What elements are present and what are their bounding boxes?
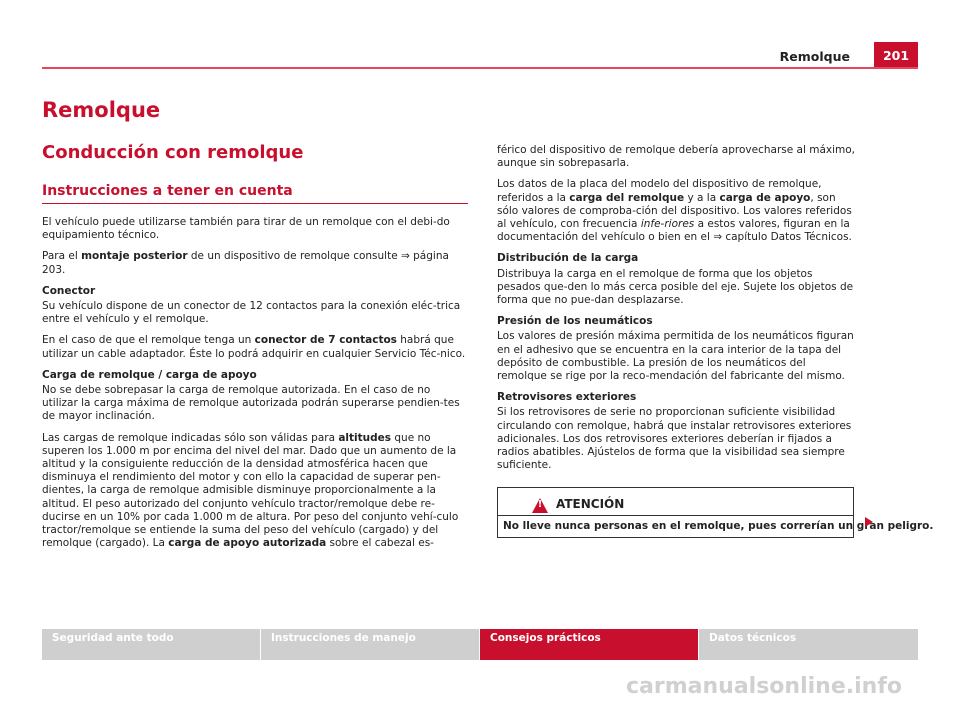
footer-nav bbox=[42, 629, 918, 660]
warning-exclamation-glyph: ! bbox=[537, 499, 543, 510]
warning-header bbox=[498, 488, 853, 516]
pressure-block: Presión de los neumáticos Los valores de presión máxima permitida de los neumáticos figuran en el adhesivo que se encuentra en la cara interior de la tapa del depósito de combustible. La presión de los neumáticos del remolque se rige por la reco-mendación del fabricante del mismo. bbox=[497, 315, 857, 383]
page-number: 201 bbox=[874, 42, 918, 68]
chapter-link[interactable]: a estos valores, figuran en la documentación del vehículo o bien en el ⇒ capítulo Datos Técnicos. bbox=[497, 218, 852, 244]
adapter-paragraph: En el caso de que el remolque tenga un conector de 7 contactos habrá que utilizar un cable adaptador. Éste lo podrá adquirir en cualquier Servicio Téc-nico. bbox=[42, 334, 466, 360]
warning-title: ATENCIÓN bbox=[556, 497, 625, 511]
warning-box bbox=[497, 487, 934, 538]
mount-paragraph: Para el montaje posterior de un dispositivo de remolque consulte ⇒ página 203. bbox=[42, 250, 449, 276]
section-title: Conducción con remolque bbox=[42, 142, 304, 163]
watermark: carmanualsonline.info bbox=[626, 674, 902, 699]
left-column bbox=[42, 216, 468, 558]
carga-block: Carga de remolque / carga de apoyo No se debe sobrepasar la carga de remolque autorizada. En el caso de no utilizar la carga máxima de remolque autorizada podrán superarse pendien-tes de mayor inclinación. bbox=[42, 369, 468, 424]
header-divider bbox=[42, 67, 918, 69]
subsection-divider bbox=[42, 203, 468, 204]
tab-datos[interactable]: Datos técnicos bbox=[699, 629, 918, 660]
plate-data-paragraph: Los datos de la placa del modelo del dispositivo de remolque, referidos a la carga del remolque y a la carga de apoyo, son sólo valores de comproba-ción del dispositivo. Los valores referidos al vehículo, con frecuencia infe-riores a estos valores, figuran en la documentación del vehículo o bien en el ⇒ capítulo Datos Técnicos. bbox=[497, 178, 852, 244]
distribution-heading: Distribución de la carga bbox=[497, 252, 639, 265]
tab-seguridad[interactable]: Seguridad ante todo bbox=[42, 629, 261, 660]
altitude-paragraph: Las cargas de remolque indicadas sólo son válidas para altitudes que no superen los 1.000 m por encima del nivel del mar. Dado que un aumento de la altitud y la consiguiente reducción de la densidad atmosférica hacen que disminuya el rendimiento del motor y con ello la capacidad de superar pen-dientes, la carga de remolque admisible disminuye proporcionalmente a la altitud. El peso autorizado del conjunto vehículo tractor/remolque debe re-ducirse en un 10% por cada 1.000 m de altura. Por peso del conjunto vehí-culo tractor/remolque se entiende la suma del peso del vehículo (cargado) y del remolque (cargado). La carga de apoyo autorizada sobre el cabezal es- bbox=[42, 431, 459, 550]
conector-heading: Conector bbox=[42, 284, 96, 297]
subsection-title: Instrucciones a tener en cuenta bbox=[42, 183, 293, 199]
warning-text: No lleve nunca personas en el remolque, pues correrían un gran peligro. bbox=[503, 520, 934, 532]
right-column bbox=[497, 144, 857, 480]
distribution-block: Distribución de la carga Distribuya la carga en el remolque de forma que los objetos pesados que-den lo más cerca posible del eje. Sujete los objetos de forma que no pue-dan desplazarse. bbox=[497, 252, 857, 307]
mirrors-heading: Retrovisores exteriores bbox=[497, 391, 637, 404]
intro-paragraph: El vehículo puede utilizarse también para tirar de un remolque con el debi-do equipamiento técnico. bbox=[42, 216, 450, 242]
carga-heading: Carga de remolque / carga de apoyo bbox=[42, 368, 257, 381]
tab-consejos[interactable]: Consejos prácticos bbox=[480, 629, 699, 660]
continue-arrow-icon bbox=[865, 517, 873, 527]
chapter-title: Remolque bbox=[42, 98, 161, 122]
tab-instrucciones[interactable]: Instrucciones de manejo bbox=[261, 629, 480, 660]
conector-block: Conector Su vehículo dispone de un conector de 12 contactos para la conexión eléc-trica entre el vehículo y el remolque. bbox=[42, 285, 468, 327]
header-section-title: Remolque bbox=[779, 49, 850, 64]
continuation-paragraph: férico del dispositivo de remolque debería aprovecharse al máximo, aunque sin sobrepasarla. bbox=[497, 144, 855, 170]
pressure-heading: Presión de los neumáticos bbox=[497, 315, 653, 328]
mirrors-block: Retrovisores exteriores Si los retrovisores de serie no proporcionan suficiente visibilidad circulando con remolque, habrá que instalar retrovisores exteriores adicionales. Los dos retrovisores exteriores deberían ir fijados a radios abatibles. Ajústelos de forma que la visibilidad sea siempre suficiente. bbox=[497, 391, 857, 472]
page-link[interactable]: de un dispositivo de remolque consulte ⇒ página 203. bbox=[42, 250, 449, 276]
